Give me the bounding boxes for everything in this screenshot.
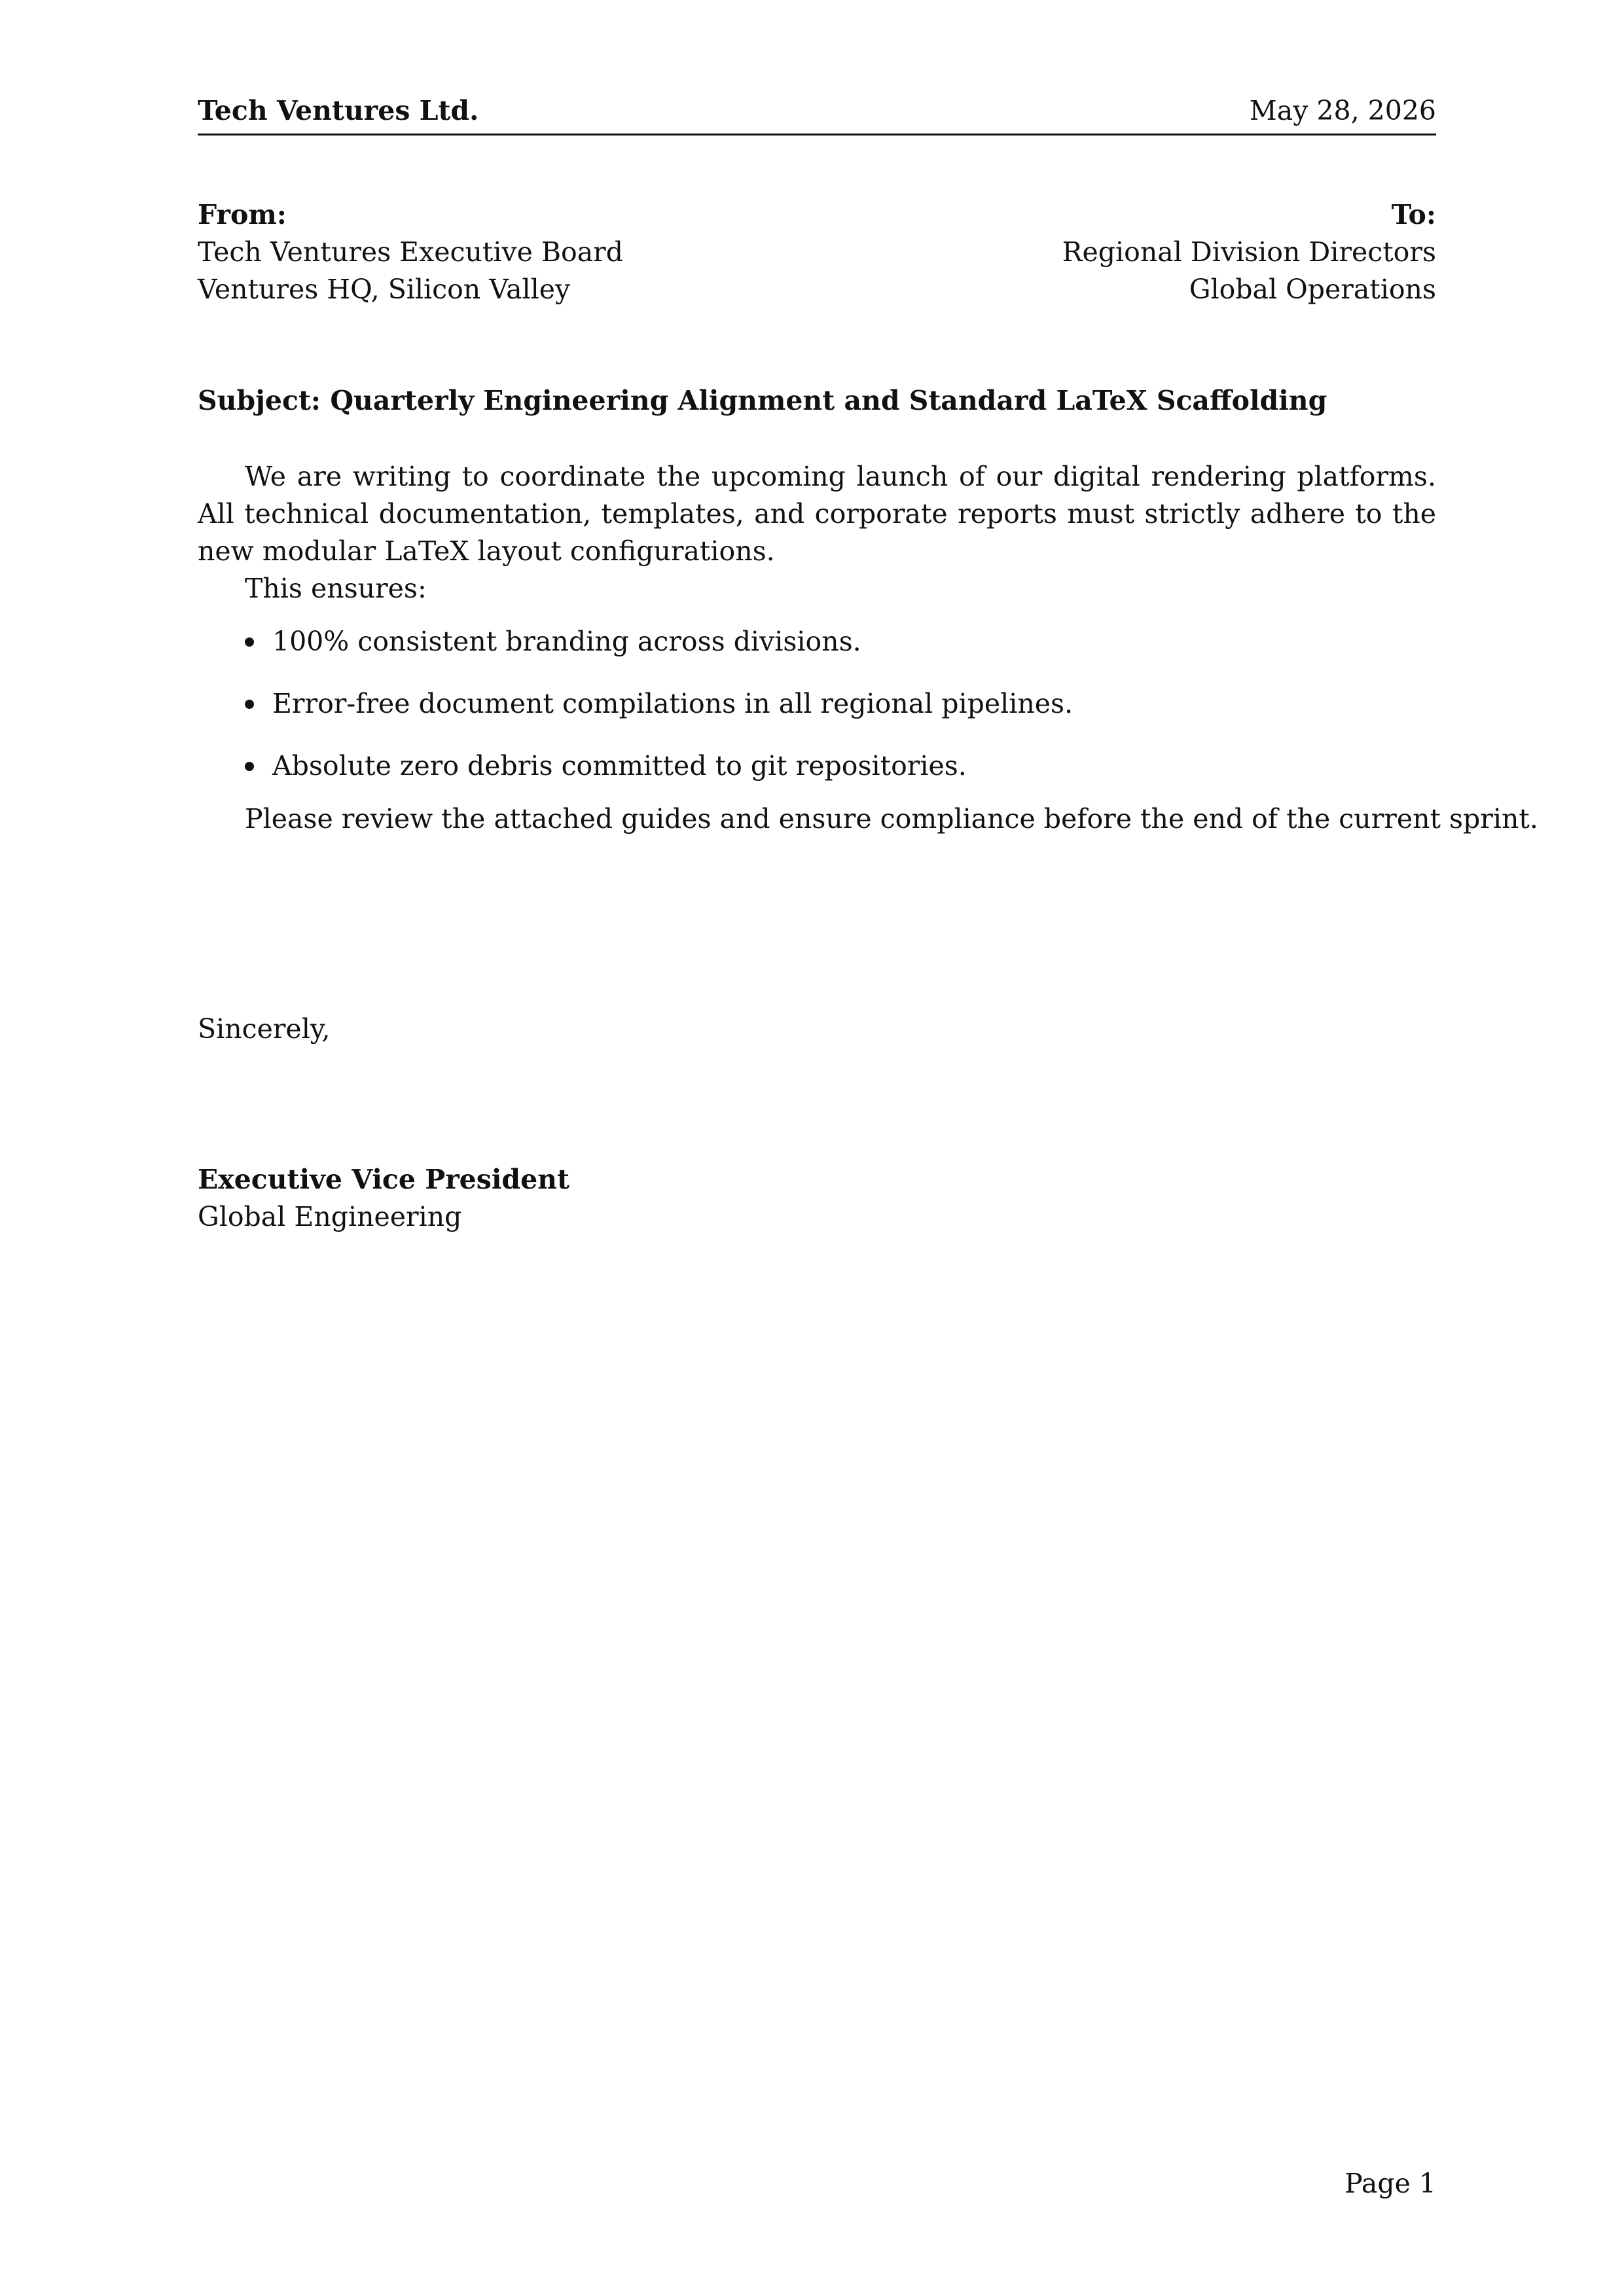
signatory-title: Executive Vice President [198, 1164, 569, 1195]
letter-date: May 28, 2026 [1249, 95, 1436, 126]
signatory-department: Global Engineering [198, 1201, 462, 1232]
sender-block [198, 196, 623, 308]
signature-block [198, 1161, 569, 1236]
list-item [198, 623, 1436, 660]
company-name: Tech Ventures Ltd. [198, 95, 479, 126]
intro-paragraph: We are writing to coordinate the upcoming launch of our digital rendering platforms. All technical documentation, templates, and corporate reports must strictly adhere to the new modular LaTeX layout configurations. [198, 461, 1436, 567]
ensures-line: This ensures: [245, 573, 427, 604]
from-label: From: [198, 199, 287, 230]
page-number: Page 1 [1344, 2168, 1436, 2199]
list-item-text: Absolute zero debris committed to git repositories. [272, 750, 967, 781]
subject-line: Subject: Quarterly Engineering Alignment and Standard LaTeX Scaffolding [198, 385, 1327, 416]
recipient-group: Global Operations [1189, 274, 1436, 305]
bullet-icon [245, 637, 254, 647]
recipient-name: Regional Division Directors [1062, 236, 1436, 268]
bullet-list [198, 623, 1436, 785]
to-label: To: [1391, 199, 1436, 230]
running-header [198, 94, 1436, 135]
list-item-text: 100% consistent branding across divisions. [272, 626, 861, 657]
closing-paragraph: Please review the attached guides and ensure compliance before the end of the current sprint. [245, 803, 1538, 834]
bullet-icon [245, 700, 254, 709]
sender-location: Ventures HQ, Silicon Valley [198, 274, 571, 305]
bullet-icon [245, 762, 254, 771]
closing-salutation: Sincerely, [198, 1013, 331, 1045]
sender-name: Tech Ventures Executive Board [198, 236, 623, 268]
list-item [198, 747, 1436, 785]
list-item-text: Error-free document compilations in all regional pipelines. [272, 688, 1074, 719]
recipient-block [1062, 196, 1436, 308]
list-item [198, 685, 1436, 723]
letter-body [198, 458, 1538, 838]
